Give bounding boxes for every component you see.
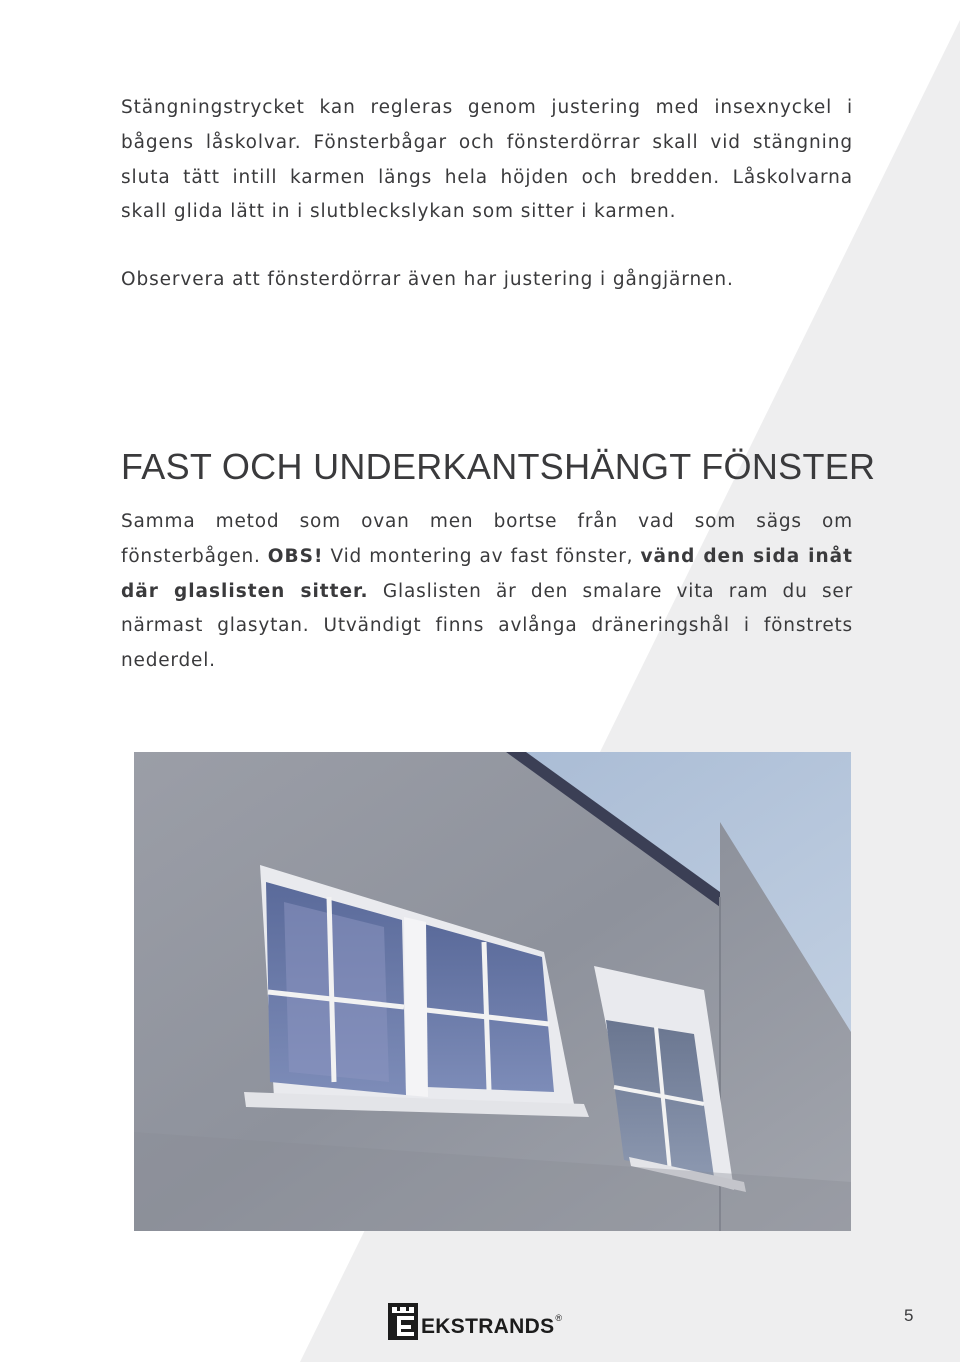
registered-mark: ® [555, 1312, 563, 1323]
building-facade-photo [134, 752, 851, 1231]
section-text-1: Samma metod som ovan men bortse från vad som sägs om fönsterbågen. [121, 511, 853, 567]
note-paragraph: Observera att fönsterdörrar även har justering i gångjärnen. [121, 269, 734, 290]
logo-text: EKSTRANDS [421, 1314, 555, 1338]
bold-instruction: vänd den sida inåt där glaslisten sitter. [121, 545, 853, 602]
section-paragraph [121, 505, 853, 679]
ekstrands-logo [388, 1303, 562, 1340]
intro-paragraph: Stängningstrycket kan regleras genom justering med insexnyckel i bågens låskolvar. Fönsterbågar och fönsterdörrar skall vid stängning sluta tätt intill karmen längs hela höjden och bredden. Låskolvarna skall glida lätt in i slutbleckslykan som sitter i karmen. [121, 97, 853, 223]
section-heading: FAST OCH UNDERKANTSHÄNGT FÖNSTER [121, 446, 876, 487]
obs-label: OBS! [267, 545, 324, 567]
page-number: 5 [904, 1306, 914, 1325]
section-text-2: Vid montering av fast fönster, [323, 545, 641, 567]
logo-mark-icon [388, 1303, 418, 1340]
section-text-3: Glaslisten är den smalare vita ram du ser närmast glasytan. Utvändigt finns avlånga dräneringshål i fönstrets nederdel. [121, 580, 853, 672]
